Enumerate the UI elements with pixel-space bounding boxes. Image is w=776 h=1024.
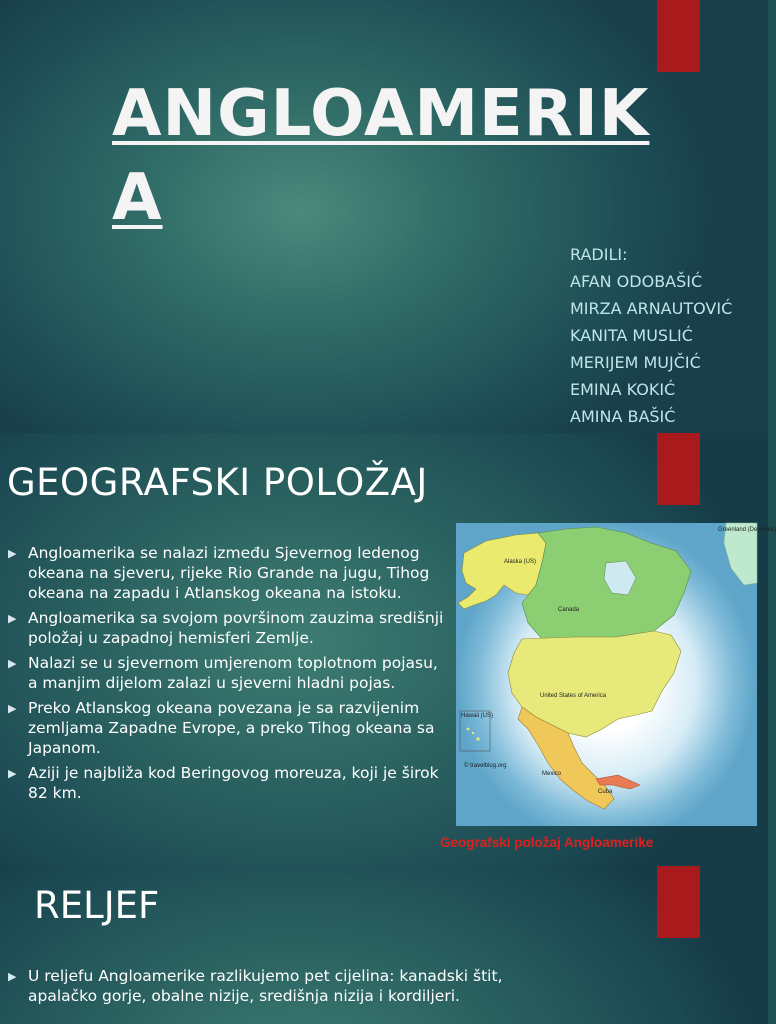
map-caption: Geografski položaj Angloamerike xyxy=(440,835,654,850)
map-label-cuba: Cuba xyxy=(598,789,613,795)
list-item xyxy=(8,966,508,1006)
author-name: KANITA MUSLIĆ xyxy=(570,326,693,345)
list-item xyxy=(8,763,448,803)
bullet-list xyxy=(8,966,508,1011)
title-slide xyxy=(0,0,768,433)
map-label-greenland: Greenland (Denmark) xyxy=(718,527,776,533)
authors-list xyxy=(570,241,732,430)
accent-bar xyxy=(657,0,700,72)
accent-bar xyxy=(657,433,700,505)
authors-heading: RADILI: xyxy=(570,245,628,264)
page-title: ANGLOAMERIKA xyxy=(112,77,650,235)
author-name: AFAN ODOBAŠIĆ xyxy=(570,272,703,291)
map-credit: © travelblog.org xyxy=(464,763,507,769)
arrow-right-icon: ▶ xyxy=(8,547,17,560)
map-label-hawaii: Hawaii (US) xyxy=(461,713,494,719)
arrow-right-icon: ▶ xyxy=(8,970,17,983)
geography-slide xyxy=(0,433,776,866)
map-graphic xyxy=(456,523,757,826)
list-item xyxy=(8,698,448,758)
list-item xyxy=(8,653,448,693)
author-name: EMINA KOKIĆ xyxy=(570,380,676,399)
section-heading: GEOGRAFSKI POLOŽAJ xyxy=(7,461,428,504)
arrow-right-icon: ▶ xyxy=(8,702,17,715)
map-label-usa: United States of America xyxy=(540,693,607,699)
author-name: MIRZA ARNAUTOVIĆ xyxy=(570,299,733,318)
map-label-alaska: Alaska (US) xyxy=(504,559,537,565)
map-label-mexico: Mexico xyxy=(542,771,562,777)
relief-slide xyxy=(0,866,768,1024)
list-item-text: Preko Atlanskog okeana povezana je sa razvijenim zemljama Zapadne Evrope, a preko Tihog okeana sa Japanom. xyxy=(28,699,435,757)
arrow-right-icon: ▶ xyxy=(8,612,17,625)
author-name: AMINA BAŠIĆ xyxy=(570,407,676,426)
north-america-map xyxy=(456,523,776,826)
arrow-right-icon: ▶ xyxy=(8,767,17,780)
list-item xyxy=(8,543,448,603)
list-item xyxy=(8,608,448,648)
list-item-text: Nalazi se u sjevernom umjerenom toplotnom pojasu, a manjim dijelom zalazi u sjeverni hladni pojas. xyxy=(28,654,438,692)
author-name: MERIJEM MUJČIĆ xyxy=(570,353,701,372)
list-item-text: Aziji je najbliža kod Beringovog moreuza, koji je širok 82 km. xyxy=(28,764,439,802)
accent-bar xyxy=(657,866,700,938)
bullet-list xyxy=(8,543,448,808)
arrow-right-icon: ▶ xyxy=(8,657,17,670)
list-item-text: Angloamerika sa svojom površinom zauzima središnji položaj u zapadnoj hemisferi Zemlje. xyxy=(28,609,444,647)
map-label-canada: Canada xyxy=(558,607,580,613)
list-item-text: U reljefu Angloamerike razlikujemo pet cijelina: kanadski štit, apalačko gorje, obalne nizije, središnja nizija i kordiljeri. xyxy=(28,967,503,1005)
list-item-text: Angloamerika se nalazi između Sjevernog ledenog okeana na sjeveru, rijeke Rio Grande na jugu, Tihog okeana na zapadu i Atlanskog okeana na istoku. xyxy=(28,544,430,602)
section-heading: RELJEF xyxy=(34,884,160,927)
